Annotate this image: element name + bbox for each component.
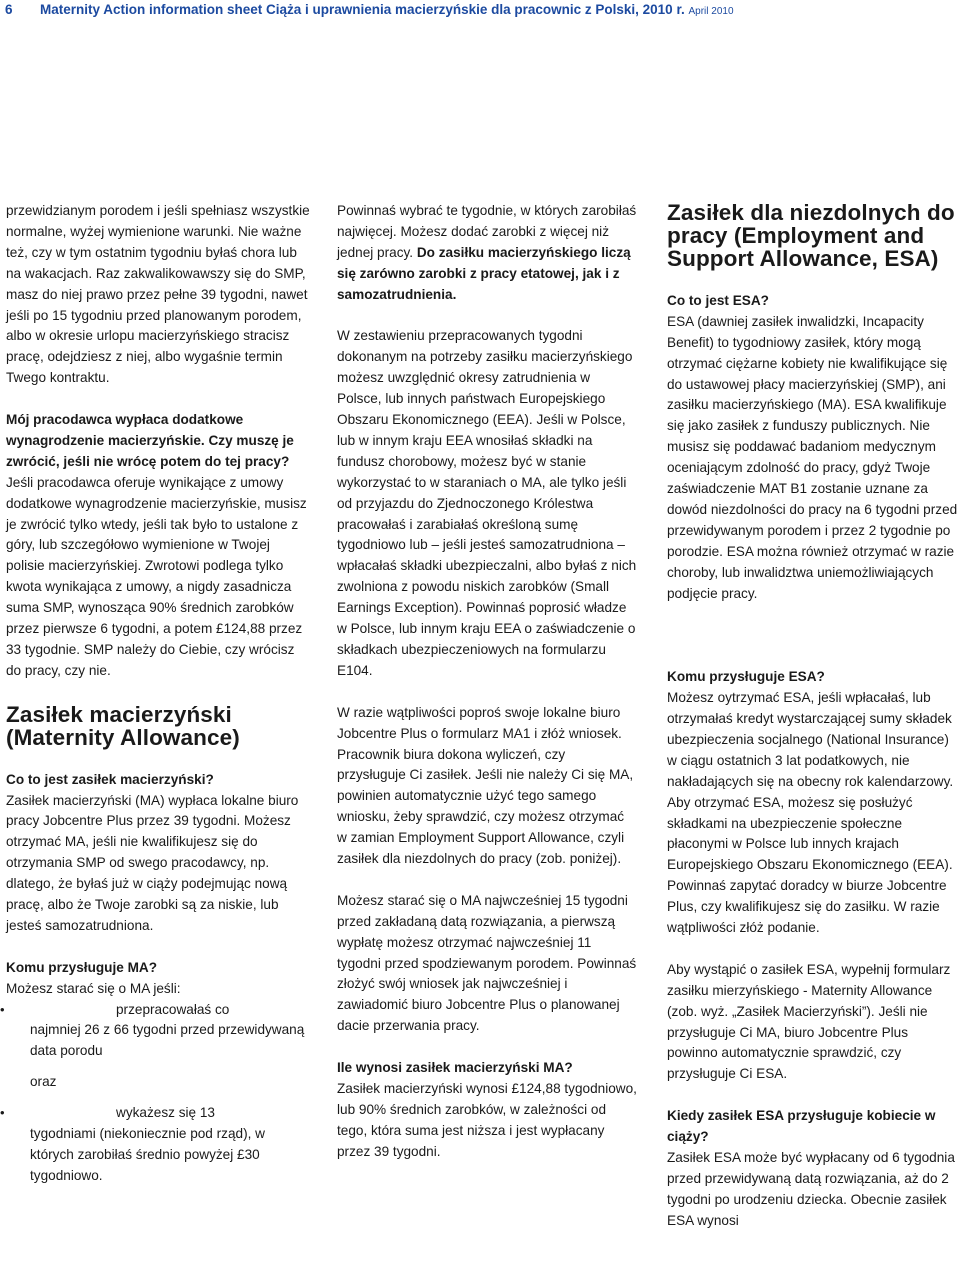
- bullet-1-first: przepracowałaś co: [116, 1001, 230, 1017]
- header-date: April 2010: [688, 6, 734, 17]
- conjunction-oraz: oraz: [30, 1074, 57, 1090]
- col3-paragraph-3: Aby wystąpić o zasiłek ESA, wypełnij formularz zasiłku mierzyńskiego - Maternity Allowance (zob. wyż. „Zasiłek Macierzyński”). Jeśli nie przysługuje Ci MA, biuro Jobcentre Plus powinno automatycznie sprawdzić, czy przysługuje Ci ESA.: [667, 961, 951, 1082]
- bullet-item-2: [0, 1103, 312, 1187]
- bullet-icon: •: [0, 1105, 5, 1121]
- section-heading-esa: Zasiłek dla niezdolnych do pracy (Employment and Support Allowance, ESA): [667, 200, 955, 271]
- col3-question-2: Komu przysługuje ESA?: [667, 669, 825, 685]
- col2-paragraph-1: [337, 201, 637, 306]
- header-title: [40, 0, 734, 22]
- bullet-2-rest: tygodniami (niekoniecznie pod rząd), w których zarobiłaś średnio powyżej £30 tygodniowo.: [30, 1126, 265, 1183]
- bullet-1-rest: najmniej 26 z 66 tygodni przed przewidywaną data porodu: [30, 1022, 305, 1059]
- col1-paragraph-1: przewidzianym porodem i jeśli spełniasz wszystkie normalne, wyżej wymienione warunki. Nie ważne też, czy w tym ostatnim tygodniu byłaś chora lub na wakacjach. Raz zakwalikowawszy się do SMP, masz do niej prawo przez pełne 39 tygodni, nawet jeśli po 15 tygodniu przed planowanym porodem, albo w okresie urlopu macierzyńskiego stracisz pracę, odejdziesz z niej, albo wygaśnie termin Twego kontraktu.: [6, 203, 310, 386]
- col1-paragraph-2: Jeśli pracodawca oferuje wynikające z umowy dodatkowe wynagrodzenie macierzyńskie, musisz je zwrócić tylko wtedy, jeśli tak było to ustalone z góry, lub szczegółowo wymienione w Twojej polisie macierzyńskiej. Zwrotowi podlega tylko kwota wynikająca z umowy, a nigdy zasadnicza suma SMP, wynosząca 90% średnich zarobków przez pierwsze 6 tygodni, a potem £124,88 przez 33 tygodnie. SMP należy do Ciebie, czy wrócisz do pracy, czy nie.: [6, 474, 307, 678]
- col3-paragraph-4: Zasiłek ESA może być wypłacany od 6 tygodnia przed przewidywaną datą rozwiązania, aż do 2 tygodni po urodzeniu dziecka. Obecnie zasiłek ESA wynosi: [667, 1149, 955, 1228]
- page-number: 6: [5, 2, 13, 17]
- section-heading-maternity-allowance: Zasiłek macierzyński (Maternity Allowance): [6, 701, 240, 750]
- col2-question-1: Ile wynosi zasiłek macierzyński MA?: [337, 1060, 573, 1076]
- col2-paragraph-1a: Powinnaś wybrać te tygodnie, w których zarobiłaś najwięcej. Możesz dodać zarobki z więcej niż jednej pracy.: [337, 203, 637, 260]
- column-1: [0, 201, 312, 1187]
- col2-paragraph-4: Możesz starać się o MA najwcześniej 15 tygodni przed zakładaną datą rozwiązania, a pierwszą wypłatę możesz otrzymać najwcześniej 11 tygodni przed spodziewanym porodem. Powinnaś złożyć swój wniosek jak najwcześniej i zawiadomić biuro Jobcentre Plus o planowanej dacie przerwania pracy.: [337, 892, 637, 1034]
- bullet-item-1: [0, 1000, 312, 1063]
- page-header: [0, 0, 960, 20]
- col2-paragraph-3: W razie wątpliwości poproś swoje lokalne biuro Jobcentre Plus o formularz MA1 i złóż wniosek. Pracownik biura dokona wyliczeń, czy przysługuje Ci zasiłek. Jeśli nie należy Ci się MA, powinien automatycznie użyć tego samego wniosku, żeby sprawdzić, czy możesz otrzymać w zamian Employment Support Allowance, czyli zasiłek dla niezdolnych do pracy (zob. poniżej).: [337, 704, 634, 867]
- col3-paragraph-2: Możesz oytrzymać ESA, jeśli wpłacałaś, lub otrzymałaś kredyt wystarczającej sumy składek ubezpieczenia socjalnego (National Insurance) w ciągu ostatnich 3 lat podatkowych, nie nakładających się na obecny rok kalendarzowy. Aby otrzymać ESA, możesz się posłużyć składkami na ubezpieczenie społeczne płaconymi w Polsce lub innych krajach Europejskiego Obszaru Ekonomicznego (EEA). Powinnaś zapytać doradcy w biurze Jobcentre Plus, czy kwalifikujesz się do zasiłku. W razie wątpliwości złóż podanie.: [667, 690, 954, 936]
- bullet-2-first: wykażesz się 13: [116, 1105, 215, 1121]
- col1-paragraph-3: Zasiłek macierzyński (MA) wypłaca lokalne biuro pracy Jobcentre Plus przez 39 tygodni. Możesz otrzymać MA, jeśli nie kwalifikujesz się do otrzymania SMP od swego pracodawcy, np. dlatego, że byłaś już w ciąży podejmując nową pracę, albo że Twoje zarobki są za niskie, lub jesteś samozatrudniona.: [6, 792, 299, 933]
- col1-paragraph-4: Możesz starać się o MA jeśli:: [6, 980, 181, 996]
- bullet-icon: •: [0, 1001, 5, 1017]
- header-title-text: Maternity Action information sheet Ciąża i uprawnienia macierzyńskie dla pracownic z Polski, 2010 r.: [40, 2, 685, 17]
- col3-question-1: Co to jest ESA?: [667, 292, 769, 308]
- column-2: [337, 201, 637, 1163]
- col3-paragraph-1: ESA (dawniej zasiłek inwalidzki, Incapacity Benefit) to tygodniowy zasiłek, który mogą otrzymać ciężarne kobiety nie kwalifikujące się do ustawowej płacy macierzyńskiej (SMP), ani zasiłku macierzyńskiego (MA). ESA kwalifikuje się jako zasiłek z funduszy publicznych. Nie musisz się poddawać badaniom medycznym oceniającym zdolność do pracy, gdyż Twoje zaświadczenie MAT B1 zostanie uznane za dowód niezdolności do pracy na 6 tygodni przed przewidywanym porodem i przez 2 tygodnie po porodzie. ESA można również otrzymać w razie choroby, lub inwalidztwa uniemożliwiających podjęcie pracy.: [667, 313, 958, 601]
- col3-question-3: Kiedy zasiłek ESA przysługuje kobiecie w ciąży?: [667, 1108, 936, 1145]
- col2-paragraph-1b: Do zasiłku macierzyńskiego liczą się zarówno zarobki z pracy etatowej, jak i z samozatrudnienia.: [337, 244, 631, 302]
- column-3: [667, 201, 959, 1232]
- col1-question-3: Komu przysługuje MA?: [6, 959, 158, 975]
- col2-paragraph-2: W zestawieniu przepracowanych tygodni dokonanym na potrzeby zasiłku macierzyńskiego możesz uwzględnić okresy zatrudnienia w Polsce, lub innych państwach Europejskiego Obszaru Ekonomicznego (EEA). Jeśli w Polsce, lub w innym kraju EEA wnosiłaś składki na fundusz chorobowy, możesz być w stanie wykorzystać to w staraniach o MA, ale tylko jeśli od przyjazdu do Zjednoczonego Królestwa pracowałaś i zarabiałaś określoną sumę tygodniowo lub – jeśli jesteś samozatrudniona – wpłacałaś składki ubezpieczalni, albo byłaś z nich zwolniona z powodu niskich zarobków (Small Earnings Exception). Powinnaś poprosić władze w Polsce, lub innym kraju EEA o zaświadczenie o składkach ubezpieczeniowych na formularzu E104.: [337, 328, 637, 678]
- col1-question-1: Mój pracodawca wypłaca dodatkowe wynagrodzenie macierzyńskie. Czy muszę je zwrócić, jeśli nie wrócę potem do tej pracy?: [6, 412, 294, 469]
- col1-question-2: Co to jest zasiłek macierzyński?: [6, 771, 214, 787]
- col2-paragraph-5: Zasiłek macierzyński wynosi £124,88 tygodniowo, lub 90% średnich zarobków, w zależności od tego, która suma jest niższa i jest wypłacany przez 39 tygodni.: [337, 1081, 637, 1159]
